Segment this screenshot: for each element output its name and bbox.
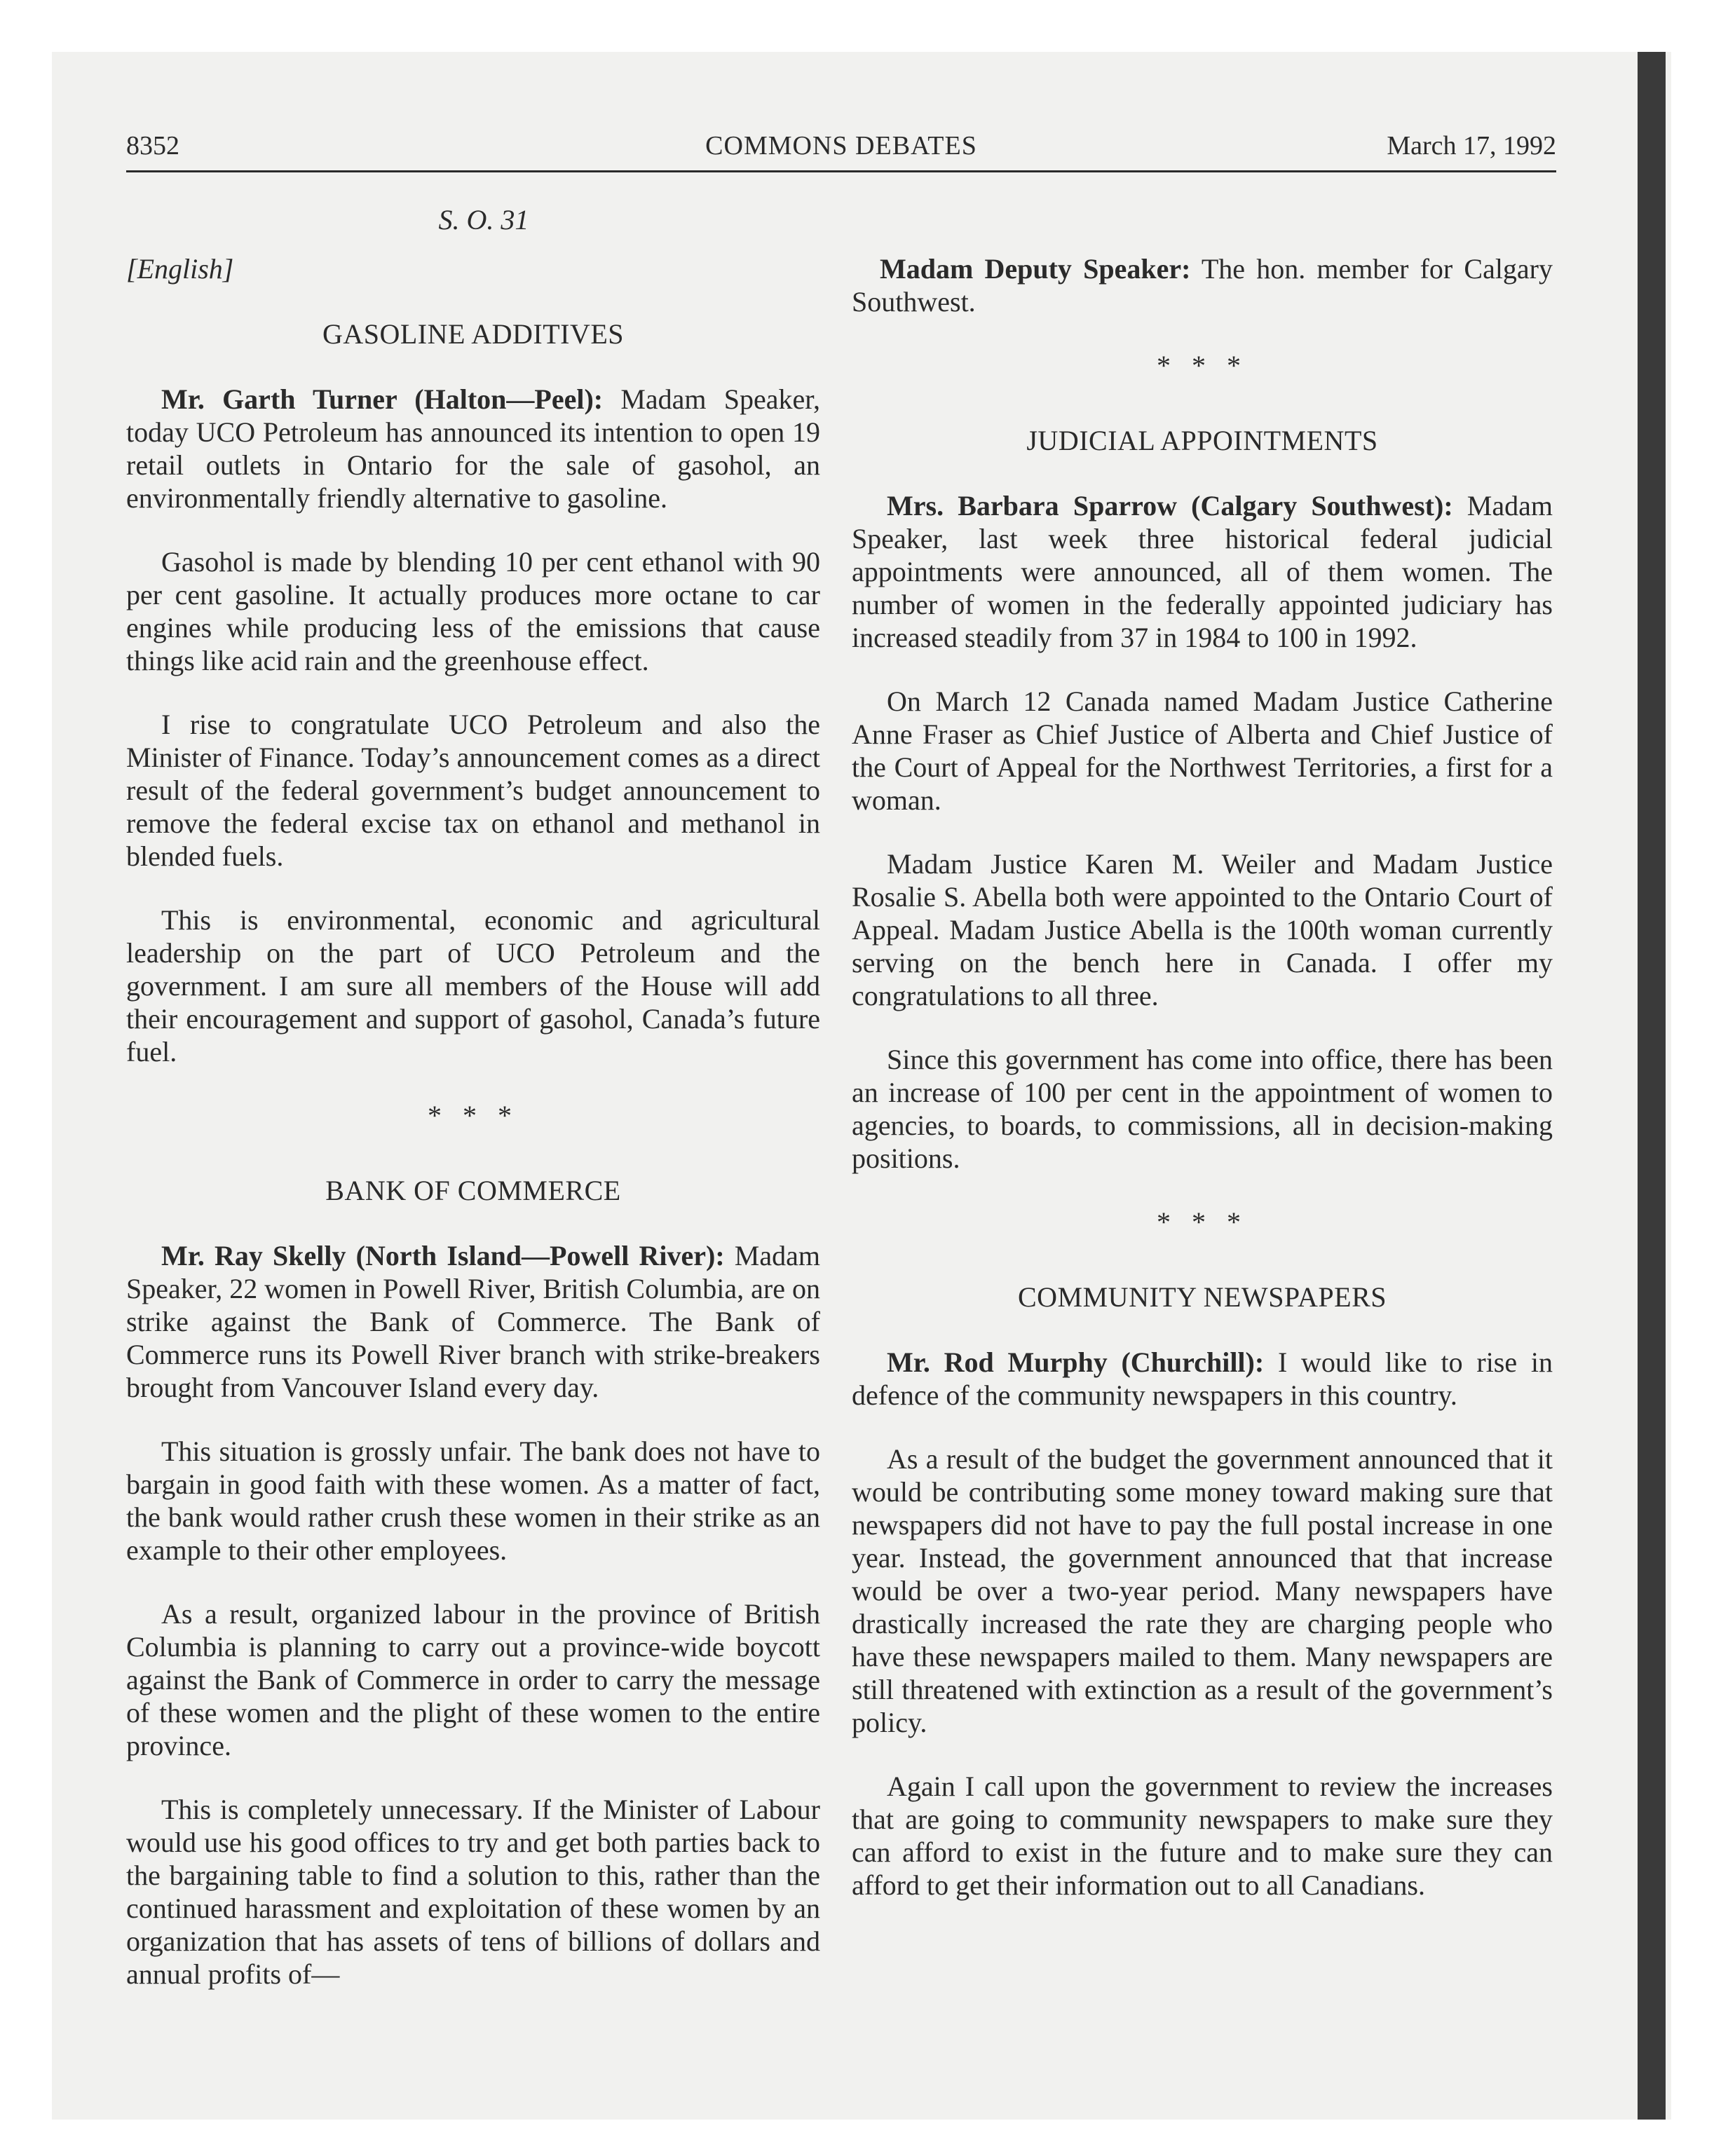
paragraph-text: Madam Speaker, 22 women in Powell River, British Columbia, are on strike against the Bank of Commerce. The Bank of Commerce runs its Powell River branch with strike-breakers brought from Vancouver Island every day. [126,1240,820,1403]
heading-community-newspapers: COMMUNITY NEWSPAPERS [1017,1281,1387,1313]
heading-gasoline-additives: GASOLINE ADDITIVES [322,318,625,350]
heading-bank-of-commerce: BANK OF COMMERCE [325,1175,621,1206]
speaker-name: Mr. Ray Skelly (North Island—Powell River): [161,1240,725,1271]
paragraph: This is environmental, economic and agricultural leadership on the part of UCO Petroleum and the government. I am sure all members of the House will add their encouragement and support of gasohol, Canada’s future fuel. [126,904,820,1067]
paragraph: I rise to congratulate UCO Petroleum and also the Minister of Finance. Today’s announcement comes as a direct result of the federal government’s budget announcement to remove the federal excise tax on ethanol and methanol in blended fuels. [126,709,820,872]
paragraph: As a result, organized labour in the province of British Columbia is planning to carry out a province-wide boycott against the Bank of Commerce in order to carry the message of these women and the plight of these women to the entire province. [126,1598,820,1761]
paragraph: This situation is grossly unfair. The bank does not have to bargain in good faith with these women. As a matter of fact, the bank would rather crush these women in their strike as an example to their other employees. [126,1435,820,1566]
paragraph [126,1239,820,1404]
speaker-name: Madam Deputy Speaker: [880,253,1191,285]
paragraph-text: I would like to rise in defence of the community newspapers in this country. [852,1346,1553,1411]
paragraph-text: Madam Speaker, last week three historical federal judicial appointments were announced, all of them women. The number of women in the federally appointed judiciary has increased steadily from 37 in 1984 to 100 in 1992. [852,490,1553,653]
paragraph [852,489,1553,654]
paragraph-text: Madam Speaker, today UCO Petroleum has announced its intention to open 19 retail outlets in Ontario for the sale of gasohol, an environmentally friendly alternative to gasoline. [126,383,820,514]
paragraph: Gasohol is made by blending 10 per cent ethanol with 90 per cent gasoline. It actually produces more octane to car engines while producing less of the emissions that cause things like acid rain and the greenhouse effect. [126,546,820,676]
paragraph: Again I call upon the government to review the increases that are going to community newspapers to make sure they can afford to exist in the future and to make sure they can afford to get their information out to all Canadians. [852,1770,1553,1901]
scan-edge-bar [1638,52,1666,2120]
header-rule [126,170,1556,172]
section-separator: * * * [1157,1206,1248,1238]
section-label: S. O. 31 [438,204,529,236]
heading-judicial-appointments: JUDICIAL APPOINTMENTS [1026,425,1378,456]
language-tag: [English] [126,253,234,285]
speaker-name: Mrs. Barbara Sparrow (Calgary Southwest): [887,490,1453,521]
right-column [852,252,1553,1932]
paragraph [126,383,820,514]
paragraph: On March 12 Canada named Madam Justice Catherine Anne Fraser as Chief Justice of Alberta and Chief Justice of the Court of Appeal for the Northwest Territories, a first for a woman. [852,685,1553,816]
paragraph: As a result of the budget the government announced that it would be contributing some money toward making sure that newspapers did not have to pay the full postal increase in one year. Instead, the government announced that that increase would be over a two-year period. Many newspapers have drastically increased the rate they are charging people who have these newspapers mailed to them. Many newspapers are still threatened with extinction as a result of the government’s policy. [852,1443,1553,1738]
page-header [126,130,1556,168]
speaker-name: Mr. Garth Turner (Halton—Peel): [161,383,604,415]
left-column [126,252,820,2021]
paragraph-text: The hon. member for Calgary Southwest. [852,253,1553,318]
section-separator: * * * [1157,350,1248,381]
paragraph: Madam Justice Karen M. Weiler and Madam Justice Rosalie S. Abella both were appointed to the Ontario Court of Appeal. Madam Justice Abella is the 100th woman currently serving on the bench here in Canada. I offer my congratulations to all three. [852,848,1553,1011]
paragraph: This is completely unnecessary. If the Minister of Labour would use his good offices to try and get both parties back to the bargaining table to find a solution to this, rather than the continued harassment and exploitation of these women by an organization that has assets of tens of billions of dollars and annual profits of— [126,1794,820,1990]
paragraph [852,1346,1553,1412]
publication-date: March 17, 1992 [1387,131,1556,161]
paragraph: Since this government has come into office, there has been an increase of 100 per cent in the appointment of women to agencies, to boards, to commissions, all in decision-making positions. [852,1044,1553,1174]
speaker-name: Mr. Rod Murphy (Churchill): [887,1346,1265,1378]
paragraph [852,252,1553,318]
page-number: 8352 [126,131,179,161]
section-separator: * * * [428,1100,519,1131]
publication-title: COMMONS DEBATES [705,131,977,161]
